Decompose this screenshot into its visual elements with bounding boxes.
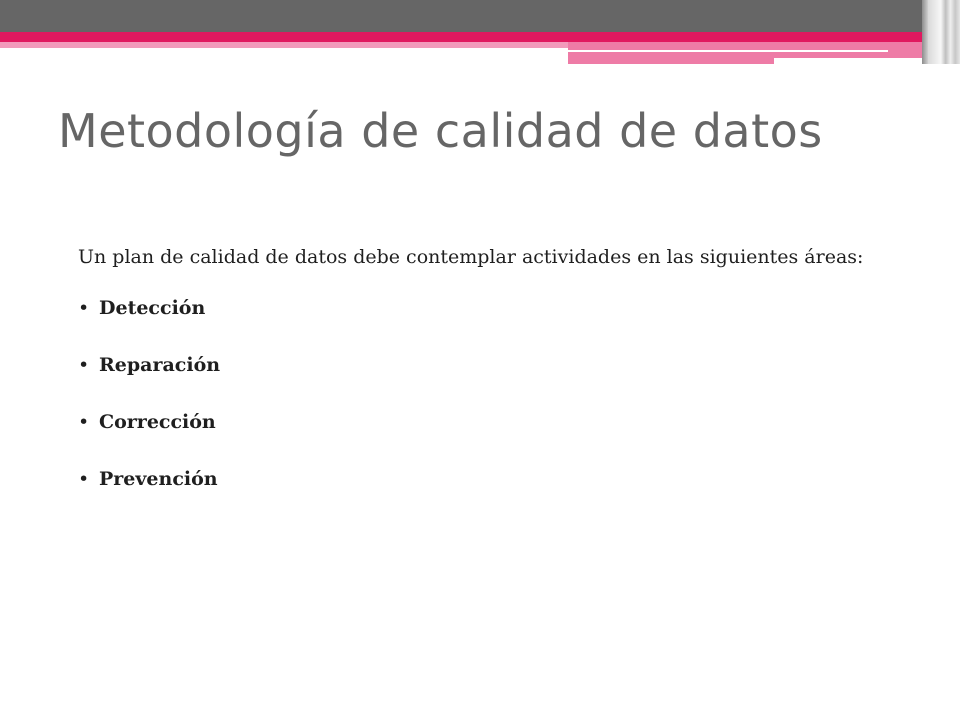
bullet-text: Prevención	[99, 467, 218, 490]
intro-paragraph: Un plan de calidad de datos debe contemplar actividades en las siguientes áreas:	[78, 246, 864, 268]
bullet-icon: •	[78, 410, 90, 433]
accent-stripe-lower	[774, 58, 928, 64]
list-item	[78, 352, 906, 409]
accent-bar	[0, 32, 960, 42]
accent-band-left	[0, 42, 568, 48]
bullet-list	[78, 295, 906, 523]
list-item	[78, 466, 906, 523]
bullet-icon: •	[78, 467, 90, 490]
header-bar	[0, 0, 960, 32]
bullet-text: Corrección	[99, 410, 216, 433]
slide-title: Metodología de calidad de datos	[58, 104, 823, 158]
slide-body	[78, 244, 906, 523]
accent-stripe	[568, 50, 888, 52]
bullet-text: Reparación	[99, 353, 221, 376]
bullet-text: Detección	[99, 296, 206, 319]
page-curl-decoration	[928, 0, 960, 64]
list-item	[78, 409, 906, 466]
list-item	[78, 295, 906, 352]
bullet-icon: •	[78, 353, 90, 376]
bullet-icon: •	[78, 296, 90, 319]
